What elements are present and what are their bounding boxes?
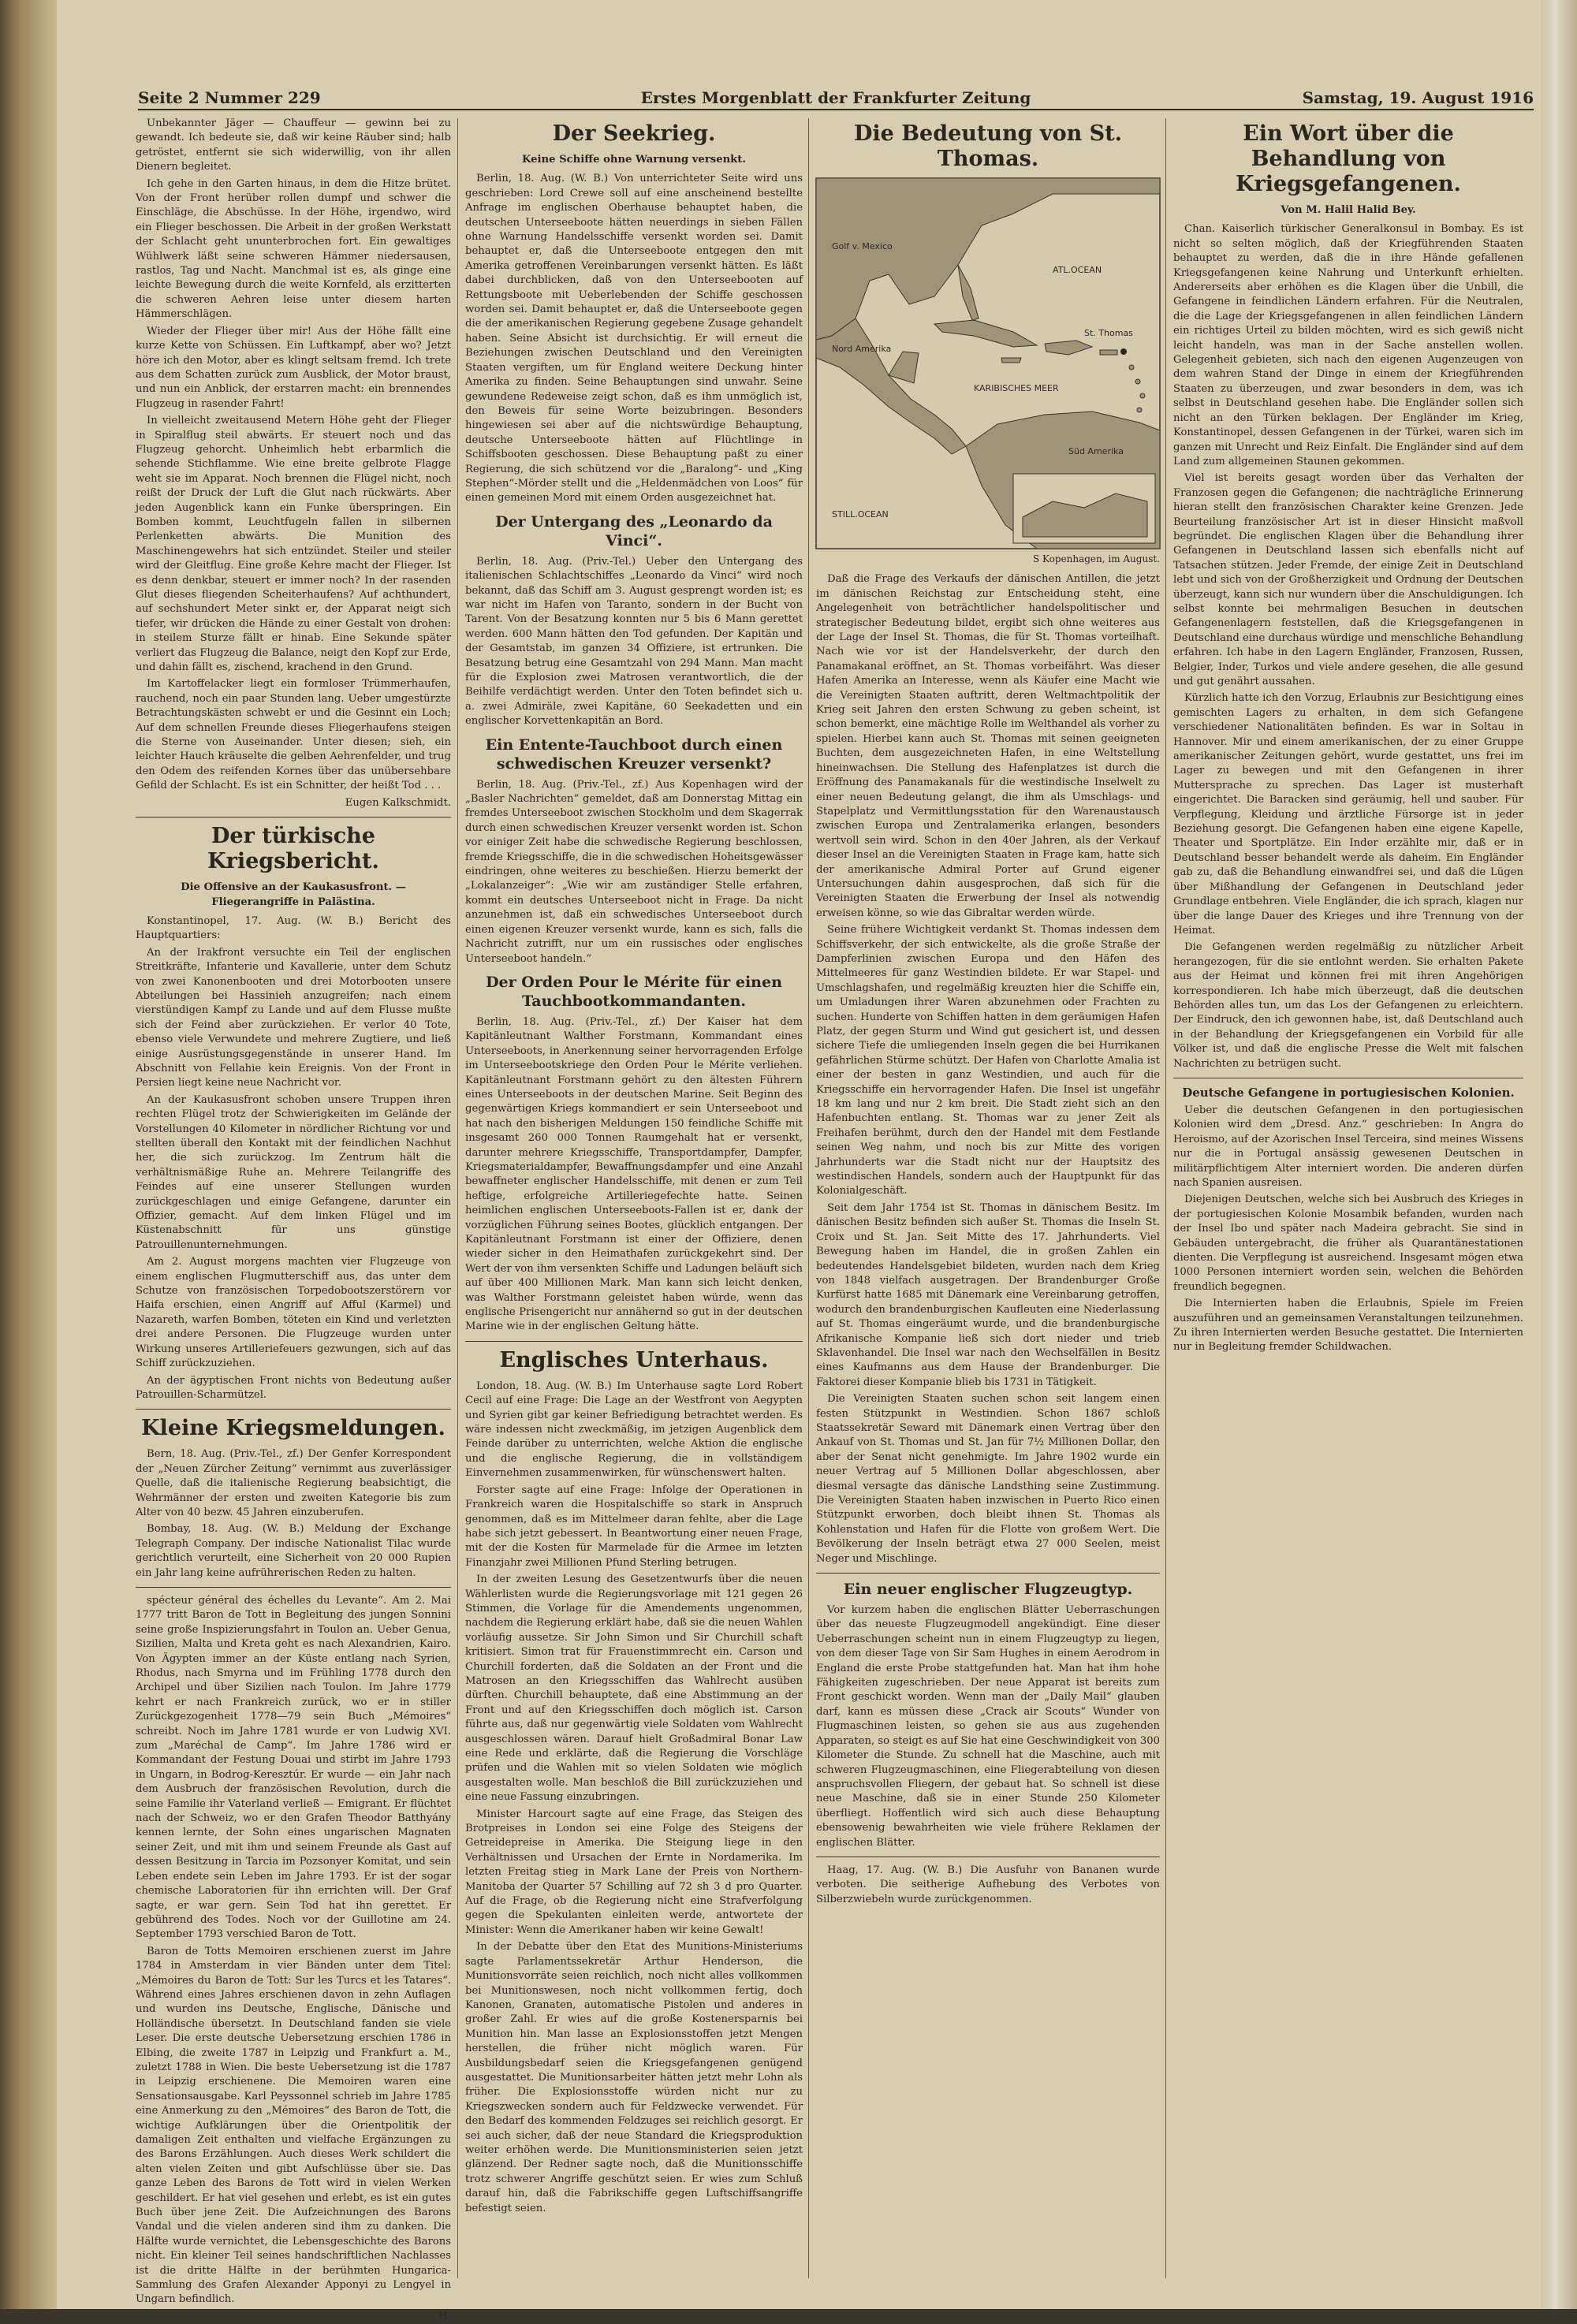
article-paragraph: Berlin, 18. Aug. (W. B.) Von unterrichteter Seite wird uns geschrieben: Lord Crewe soll auf eine anscheinend bestellte Anfrage im englischen Oberhause behauptet haben, die deutschen Unterseeboote hätten neuerdings in sieben Fällen ohne Warnung Handelsschiffe versenkt worden sei. Damit behauptet er, daß die Unterseeboote entgegen den mit Amerika getroffenen Vereinbarungen versenkt hätten. Es läßt dabei durchblicken, daß von den Unterseebooten auf Rettungsboote mit Ueberlebenden der Schiffe geschossen worden sei. Damit behauptet er, daß die Unterseeboote gegen die der amerikanischen Regierung gegebene Zusage gehandelt haben. Seine Absicht ist durchsichtig. Er will erneut die Beziehungen zwischen Deutschland und den Vereinigten Staaten vergiften, um für England weitere Deckung hinter Amerika zu finden. Seine Behauptungen sind unwahr. Seine gewundene Redeweise zeigt schon, daß es ihm unmöglich ist, den Beweis für seine Worte beizubringen. Besonders hingewiesen sei aber auf die nichtswürdige Behauptung, deutsche Unterseeboote hätten auf Flüchtlinge in Schiffsbooten geschossen. Diese Behauptung paßt zu einer Regierung, die sich schützend vor die „Baralong“- und „King Stephen“-Mörder stellt und die „Heldenmädchen von Loos“ für einen gemeinen Mord mit einem Orden ausgezeichnet hat. — [465, 173, 803, 505]
article-paragraph: Chan. Kaiserlich türkischer Generalkonsul in Bombay. Es ist nicht so selten möglich, daß der Kriegführenden Staaten behauptet zu werden, daß die in ihre Hände gefallenen Kriegsgefangenen keine Nahrung und Unterkunft erhielten. Andererseits aber erhöhen es die Klagen über die Unbill, die Gefangene in feindlichen Ländern erfahren. Für die Neutralen, die die Lage der Kriegsgefangenen in allen feindlichen Ländern ein richtiges Urteil zu bilden möchten, wird es sich gewiß nicht leicht handeln, was man in der Sache anstellen wollen. Gelegenheit gebieten, sich nach den eigenen Augenzeugen von dem wahren Stand der Dinge in einem der Kriegführenden Staaten zu überzeugen, und zwar besonders in dem, was ich selbst in Deutschland gesehen habe. Die Engländer sollen sich nicht an den Türken beklagen. Der Engländer im Krieg, Konstantinopel, dessen Gefangenen in der Türkei, waren sich im ganzen mit Unrecht und Reiz Einfalt. Die Engländer sind auf dem Land zum allgemeinen Staunen gekommen. — [1173, 223, 1523, 467]
column-rule — [457, 118, 458, 2278]
article-paragraph: Daß die Frage des Verkaufs der dänischen Antillen, die jetzt im dänischen Reichstag zur Entscheidung steht, eine Angelegenheit von beträchtlicher handelspolitischer und strategischer Bedeutung bildet, ergibt sich ohne weiteres aus der Lage der Insel St. Thomas, die für St. Thomas vorteilhaft. Nach wie vor ist der Handelsverkehr, der durch den Panamakanal eröffnet, an St. Thomas vorbeifährt. Was dieser Hafen Amerika an Interesse, wenn als Käufer eine Macht wie die Vereinigten Staaten auftritt, deren Weltmachtpolitik der Krieg seit Jahren den ersten Schwung zu geben scheint, ist schon bemerkt, eine mächtige Rolle im Welthandel als vorher zu spielen. Hierbei kann auch St. Thomas mit seinen geeigneten Buchten, dem ausgezeichneten Hafen, in eine Weltstellung hineinwachsen. Die Stellung des Hafenplatzes ist durch die Eröffnung des Panamakanals für die westindische Inselwelt zu einer neuen Bedeutung gelangt, die ihm als Umschlags- und Stapelplatz und Vermittlungsstation für den Warenaustausch zwischen Europa und Zentralamerika erlangen, besonders wertvoll sein wird. Schon in den 40er Jahren, als der Verkauf dieser Insel an die Vereinigten Staaten in Frage kam, hatte sich der amerikanische Admiral Porter auf Grund eigener Untersuchungen dahin ausgesprochen, daß sich für die Vereinigten Staaten die Erwerbung der Insel als notwendig erweisen könne, so wie das Gibraltar werden würde. — [816, 573, 1160, 919]
headline-entente-tauchboot: Ein Entente-Tauchboot durch einen schwedischen Kreuzer versenkt? — [485, 736, 783, 773]
article-paragraph: An der Kaukasusfront schoben unsere Truppen ihren rechten Flügel trotz der Schwierigkeiten im Gelände der Vorstellungen 40 Kilometer in nördlicher Richtung vor und stellten überall den Kontakt mit der feindlichen Nachhut her, die sich zurückzog. Im Zentrum hält die verhältnismäßige Ruhe an. Mehrere Teilangriffe des Feindes auf eine unserer Stellungen wurden zurückgeschlagen und einige Gefangene, darunter ein Offizier, gemacht. Auf dem linken Flügel und im Küstenabschnitt für uns günstige Patrouillenunternehmungen. — [136, 1093, 451, 1251]
caribbean-map — [816, 178, 1160, 549]
headline-flugzeugtyp: Ein neuer englischer Flugzeugtyp. — [843, 1581, 1133, 1599]
article-paragraph: Vor kurzem haben die englischen Blätter Ueberraschungen über das neueste Flugzeugmodell angekündigt. Eine dieser Ueberraschungen scheint nun in einem Flugzeugtyp zu liegen, von dem dieser Tage von Sir Sam Hughes in einem Aerodrom in England die erste Probe stattgefunden hat. Man hat ihm hohe Fähigkeiten zugeschrieben. Der neue Apparat ist bereits zum Front geschickt worden. Wenn man der „Daily Mail“ glauben darf, kann es müssen diese „Crack air Scouts“ Wunder von Flugmaschinen leisten, so gehen sie aus aus zugehenden Apparaten, so steigt es auf Sie hat eine Geschwindigkeit von 300 Kilometer die Stunde. Zu schnell hat die Maschine, auch mit schweren Flugzeugmaschinen, eine Fliegerabteilung von diesen anspruchsvollen Fliegern, der gebaut hat. So schnell ist diese neue Maschine, daß sie in einer Stunde 250 Kilometer überfliegt. Hoffentlich wird sich auch diese Behauptung ebensowenig bewahrheiten wie viele frühere Reklamen der englischen Blätter. — [816, 1604, 1160, 1849]
column-rule — [808, 118, 809, 2278]
headline-seekrieg: Der Seekrieg. — [552, 121, 716, 146]
map-label-south-america: Süd Amerika — [1068, 446, 1124, 456]
article-paragraph: Berlin, 18. Aug. (Priv.-Tel., zf.) Der Kaiser hat dem Kapitänleutnant Walther Forstmann, Kommandant eines Unterseeboots, in Anerkennung seiner hervorragenden Erfolge im Unterseebootskriege den Orden Pour le Mérite verliehen. Kapitänleutnant Forstmann gehört zu den ältesten Führern eines Unterseeboots in der deutschen Marine. Seit Beginn des gegenwärtigen Kriegs kommandiert er sein Unterseeboot und hat nach den bisherigen Meldungen 150 feindliche Schiffe mit insgesamt 260 000 Tonnen Raumgehalt hat er versenkt, darunter mehrere Kriegsschiffe, Transportdampfer, Dampfer, Kriegsmaterialdampfer, Bewaffnungsdampfer und eine Anzahl bewaffneter englischer Handelsschiffe, mit denen er zum Teil heftige, erfolgreiche Artilleriegefechte hatte. Seinen heimlichen englischen Unterseeboots-Fallen ist er, dank der vorzüglichen Führung seines Bootes, glücklich entgangen. Der Kapitänleutnant Forstmann ist einer der Offiziere, denen wieder sicher in den Heimathafen zurückgekehrt sind. Der Wert der von ihm versenkten Schiffe und Ladungen beläuft sich auf über 400 Millionen Mark. Man kann sich leicht denken, was Walther Forstmann geleistet haben würde, wenn das englische Prisengericht nur annähernd so gut in der deutschen Marine wie in der englischen Geltung hätte. — [465, 1015, 803, 1333]
divider — [136, 1409, 451, 1410]
article-paragraph: Haag, 17. Aug. (W. B.) Die Ausfuhr von Bananen wurde verboten. Die seitherige Aufhebung des Verbotes von Silberzwiebeln wurde zurückgenommen. — [816, 1864, 1160, 1905]
article-paragraph: Diejenigen Deutschen, welche sich bei Ausbruch des Krieges in der portugiesischen Kolonie Mosambik befanden, wurden nach der Insel Ibo und später nach Madeira gebracht. Sie sind in Gebäuden untergebracht, die früher als Quarantänestationen dienten. Die Verpflegung ist ausreichend. Insgesamt mögen etwa 1000 Personen interniert worden sein, welchen die Behörden freundlich begegnen. — [1173, 1194, 1523, 1293]
article-paragraph: Seine frühere Wichtigkeit verdankt St. Thomas indessen dem Schiffsverkehr, der sich entwickelte, als die große Straße der Dampferlinien zwischen Europa und den Häfen des Mittelmeeres für ganz Westindien bildete. Er war Stapel- und Umschlagshafen, und regelmäßig kreuzten hier die Schiffe ein, um Umladungen ihrer Waren abzunehmen oder Frachten zu suchen. Hunderte von Schiffen hatten in dem geräumigen Hafen Platz, der gegen Sturm und Wind gut gesichert ist, und dessen sichere Tiefe die umliegenden Inseln gegen die bei Hurrikanen gefährlichen Stürme schützt. Der Hafen von Charlotte Amalia ist einer der besten in ganz Westindien, und auch für die Kriegsschiffe ein hervorragender Hafen. Die Insel ist ungefähr 18 km lang und nur 2 km breit. Die Stadt zieht sich an den Hafenbuchten entlang. St. Thomas war zu jener Zeit als Freihafen berühmt, durch den der Handel mit dem Festlande seinen Weg nahm, und noch bis zur Mitte des vorigen Jahrhunderts war die Stadt nicht nur der Hauptsitz des westindischen Handels, sondern auch der Hauptpunkt für das Kolonialgeschäft. — [816, 924, 1160, 1197]
map-label-gulf: Golf v. Mexico — [832, 241, 893, 251]
column-3 — [816, 117, 1160, 2281]
author-signature: Eugen Kalkschmidt. — [345, 796, 451, 809]
article-paragraph: In vielleicht zweitausend Metern Höhe geht der Flieger in Spiralflug steil abwärts. Er steuert noch und das Flugzeug gehorcht. Unheimlich hebt erbarmlich die sehende Stichflamme. Wie eine breite gelbrote Flagge weht sie im Apparat. Noch brennen die Flügel nicht, noch reißt der Druck der Luft die Glut nach rückwärts. Aber jeden Augenblick kann ein Funke überspringen. Ein Bomben kommt, Leuchtfugeln fallen in silbernen Perlenketten abwärts. Die Munition des Maschinengewehrs hat sich entzündet. Steiler und steiler wird der Gleitflug. Eine große Kehre macht der Flieger. Ist es denn denkbar, steuert er immer noch? In der rasenden Glut dieses fliegenden Scheiterhaufens? Auf achthundert, auf sechshundert Meter sinkt er, der Apparat neigt sich tiefer, wir drücken die Hände zu einer Gestalt von drohen: in steilem Sturze fällt er hinab. Eine Sekunde später verliert das Flugzeug die Balance, neigt den Kopf zur Erde, und dahin fällt es, zischend, krachend in den Grund. — [136, 415, 451, 674]
article-paragraph: London, 18. Aug. (W. B.) Im Unterhause sagte Lord Robert Cecil auf eine Frage: Die Lage an der Westfront von Aegypten und Syrien gibt gar keiner Befriedigung betrachtet werden. Es wäre indessen nicht zweckmäßig, im jetzigen Augenblick dem Feinde darüber zu unterrichten, welche Aktion die englische und die englische Regierung, die in vollständigem Einvernehmen zusammenwirken, für wünschenswert halten. — [465, 1380, 803, 1480]
article-paragraph: spécteur général des échelles du Levante“. Am 2. Mai 1777 tritt Baron de Tott in Begleitung des jungen Sonnini seine große Inspizierungsfahrt in Toulon an. Ueber Genua, Sizilien, Malta und Kreta geht es nach Alexandrien, Kairo. Von Ägypten immer an der Küste entlang nach Syrien, Rhodus, nach Smyrna und im Frühling 1778 durch den Archipel und über Sizilien nach Toulon. Im Jahre 1779 kehrt er nach Frankreich zurück, wo er in stiller Zurückgezogenheit 1778—79 sein Buch „Mémoires“ schreibt. Noch im Jahre 1781 wurde er von Ludwig XVI. zum „Maréchal de Camp“. Im Jahre 1786 wird er Kommandant der Festung Douai und stirbt im Jahre 1793 in Ungarn, in Bodrog-Keresztúr. Er wurde — ein Jahr nach dem Ausbruch der französischen Revolution, durch die seine Familie ihr Vaterland verließ — Emigrant. Er flüchtet nach der Schweiz, wo er den Grafen Theodor Batthyány kennen lernte, der Sohn eines ungarischen Magnaten seiner Zeit, und mit ihm und seinem Freunde als Gast auf dessen Besitzung in Tarcia im Pozsonyer Komitat, und sein Leben endete sein Leben im Jahre 1793. Er ist der sogar chemische Laboratorien für ihn errichten will. Der Graf sagte, er war gern. Sein Tod hat ihn gerettet. Er gebührend des Todes. Noch vor der Guillotine am 24. September 1793 verschied Baron de Tott. — [136, 1594, 451, 1941]
map-label-atlantic: ATL.OCEAN — [1053, 265, 1102, 275]
article-paragraph: Viel ist bereits gesagt worden über das Verhalten der Franzosen gegen die Gefangenen; die nachträgliche Erinnerung hieran stellt den französischen Charakter keine Grenzen. Jede Beurteilung französischer Art ist in dieser Hinsicht maßvoll begründet. Die englischen Klagen über die Behandlung ihrer Gefangenen in Deutschland lassen sich ebenfalls nicht auf Tatsachen stützen. Jeder Fremde, der einige Zeit in Deutschland lebt und sich von der Großherzigkeit und Ordnung der Deutschen überzeugt, kann sich nur wundern über die Anschuldigungen. Ich selbst konnte bei mehrmaligen Besuchen in deutschen Gefangenenlagern feststellen, daß die Kriegsgefangenen in Deutschland eine durchaus würdige und menschliche Behandlung erfahren. Ich habe in den Lagern Engländer, Franzosen, Russen, Belgier, Inder, Turkos und viele andere gesehen, die alle gesund und gut genährt aussahen. — [1173, 472, 1523, 687]
headline-behandlung-kriegsgefangene: Ein Wort über die Behandlung von Kriegsgefangenen. — [1236, 121, 1461, 196]
article-paragraph: Unbekannter Jäger — Chauffeur — gewinn bei zu gewandt. Ich bedeute sie, daß wir keine Räuber sind; halb getröstet, entfernt sie sich widerwillig, von ihr allen Dienern begleitet. — [136, 117, 451, 173]
article-author: Von M. Halil Halid Bey. — [1281, 204, 1416, 216]
headline-kleine-kriegsmeldungen: Kleine Kriegsmeldungen. — [141, 1416, 446, 1441]
subheadline: Die Offensive an der Kaukasusfront. — Fliegerangriffe in Palästina. — [181, 881, 406, 908]
article-paragraph: In der Debatte über den Etat des Munitions-Ministeriums sagte Parlamentssekretär Arthur Henderson, die Munitionsvorräte seien reichlich, noch nicht alles vollkommen bei Munitionswesen, noch nicht vollkommen fertig, doch Kanonen, Granaten, automatische Pistolen und anderes in großer Zahl. Er wies auf die große Kostenersparnis bei Munition hin. Man lasse an Explosionsstoffen jetzt Mengen herstellen, die früher nicht möglich waren. Für Ausbildungsbedarf seien die Kriegsgefangenen genügend ausgestattet. Die Munitionsarbeiter hätten jetzt mehr Lohn als früher. Die Explosionsstoffe würden nicht nur zu Kriegszwecken sondern auch für Feldzwecke verwendet. Für den Bedarf des kommenden Feldzuges sei reichlich gesorgt. Er sei auch sicher, daß der neue Standard die Kriegsproduktion weiter erhöhen werde. Die Munitionsministerien seien jetzt glänzend. Der Redner sagte noch, daß die Munitionsschiffe trotz schwerer Angriffe geschützt seien. Er wies zum Schluß darauf hin, daß die Fabrikschiffe gegen Luftschiffsangriffe befestigt seien. — [465, 1941, 803, 2214]
article-paragraph: An der Irakfront versuchte ein Teil der englischen Streitkräfte, Infanterie und Kavallerie, unter dem Schutz von zwei Kanonenbooten und drei Motorbooten unsere Abteilungen bei Hassinieh anzugreifen; nach einem vierstündigen Kampf zu Lande und auf dem Flusse mußte sich der Feind aber zurückziehen. Er verlor 40 Tote, ebenso viele Verwundete und mehrere Zugtiere, und ließ einige Ausrüstungsgegenstände in unserer Hand. Im Abschnitt von Fellahie kein Ereignis. Von der Front in Persien liegt keine neue Nachricht vor. — [136, 946, 451, 1089]
newspaper-title: Erstes Morgenblatt der Frankfurter Zeitung — [640, 88, 1031, 107]
subheadline: Keine Schiffe ohne Warnung versenkt. — [521, 154, 746, 166]
article-paragraph: Ueber die deutschen Gefangenen in den portugiesischen Kolonien wird dem „Dresd. Anz.“ geschrieben: In Angra do Heroismo, auf der Azorischen Insel Terceira, sind meines Wissens nur die in Portugal ansässig gewesenen Deutschen in militärpflichtigem Alter interniert worden. Die anderen dürfen nach Spanien ausreisen. — [1173, 1104, 1523, 1189]
headline-portugiesische-kolonien: Deutsche Gefangene in portugiesischen Kolonien. — [1182, 1085, 1515, 1100]
page-edge — [1541, 0, 1577, 2309]
article-paragraph: Die Gefangenen werden regelmäßig zu nützlicher Arbeit herangezogen, für die sie entlohnt werden. Sie erhalten Pakete aus der Heimat und können frei mit ihren Angehörigen korrespondieren. Ich habe mich überzeugt, daß die deutschen Behörden alles tun, um das Los der Gefangenen zu erleichtern. Der Eindruck, den ich gewonnen habe, ist, daß Deutschland auch in der Behandlung der Kriegsgefangenen ein Vorbild für alle Völker ist, und daß die englische Presse die Welt mit falschen Nachrichten zu betrügen sucht. — [1173, 941, 1523, 1070]
article-paragraph: Minister Harcourt sagte auf eine Frage, das Steigen des Brotpreises in London sei eine Folge des Steigens der Getreidepreise in Amerika. Die Steigung liege in den Verhältnissen und Ursachen der Ernte in Nordamerika. Im letzten Freitag stieg in Mark Lane der Preis von Northern-Manitoba der Quarter 57 Schilling auf 72 sh 3 d pro Quarter. Auf die Frage, ob die Regierung nicht eine Strafverfolgung gegen die Spekulanten einleiten werde, antwortete der Minister: Wenn die Amerikaner haben wir keine Gewalt! — [465, 1808, 803, 1936]
map-label-pacific: STILL.OCEAN — [832, 509, 889, 520]
divider — [136, 1587, 451, 1588]
article-paragraph: Am 2. August morgens machten vier Flugzeuge von einem englischen Flugmutterschiff aus, das unter dem Schutze von französischen Torpedobootszerstörern vor Haifa erschien, einen Angriff auf Afful (Karmel) und Nazareth, warfen Bomben, töteten ein Kind und verletzten drei andere Personen. Die Flugzeuge wurden unter Wirkung unseres Artilleriefeuers gezwungen, sich auf das Schiff zurückzuziehen. — [136, 1256, 451, 1370]
article-paragraph: Forster sagte auf eine Frage: Infolge der Operationen in Frankreich waren die Hospitalschiffe so stark in Anspruch genommen, daß es im Mittelmeer daran fehlte, aber die Lage habe sich jetzt gebessert. In Beantwortung einer neuen Frage, mit der die Kosten für Marmelade für die Armee im letzten Finanzjahr zwei Millionen Pfund Sterling betrugen. — [465, 1484, 803, 1569]
map-label-st-thomas: St. Thomas — [1084, 328, 1133, 338]
article-paragraph: An der ägyptischen Front nichts von Bedeutung außer Patrouillen-Scharmützel. — [136, 1374, 451, 1401]
masthead — [138, 87, 1534, 110]
map-label-north-america: Nord Amerika — [832, 344, 892, 354]
headline-pour-le-merite: Der Orden Pour le Mérite für einen Tauchbootkommandanten. — [486, 973, 782, 1010]
article-paragraph: Berlin, 18. Aug. (Priv.-Tel.) Ueber den Untergang des italienischen Schlachtschiffes „Leonardo da Vinci“ wird noch bekannt, daß das Schiff am 3. August gesprengt worden ist; es war nicht im Hafen von Taranto, sondern in der Bucht von Tarent. Von der Besatzung konnten nur 5 bis 6 Mann gerettet werden. 600 Mann hätten den Tod gefunden. Der Kapitän und der Gesamtstab, im ganzen 34 Offiziere, ist ertrunken. Die Besatzung betrug eine Gesamtzahl von 294 Mann. Man macht für die Explosion zwei Matrosen verantwortlich, die der Beihilfe verdächtigt werden. Unter den Toten befindet sich u. a. zwei Admiräle, zwei Kapitäne, 60 Seekadetten und ein englischer Korvettenkapitän an Bord. — [465, 555, 803, 728]
article-paragraph: Berlin, 18. Aug. (Priv.-Tel., zf.) Aus Kopenhagen wird der „Basler Nachrichten“ gemeldet, daß am Donnerstag Mittag ein fremdes Unterseeboot zwischen Stockholm und dem Skagerrak durch einen schwedischen Kreuzer versenkt worden ist. Schon vor einiger Zeit habe die schwedische Regierung beschlossen, fremde Kriegsschiffe, die in die schwedischen Hoheitsgewässer eindringen, ohne weiteres zu beschießen. Hierzu bemerkt der „Lokalanzeiger“: „Wie wir am zuständiger Stelle erfahren, kommt ein deutsches Unterseeboot nicht in Frage. Da nicht anzunehmen ist, daß ein schwedisches Unterseeboot durch einen eigenen Kreuzer versenkt wurde, kann es sich, falls die Nachricht zutrifft, nur um ein russisches oder englisches Unterseeboot handeln.“ — [465, 778, 803, 965]
article-paragraph: Konstantinopel, 17. Aug. (W. B.) Bericht des Hauptquartiers: — [136, 914, 451, 942]
article-paragraph: Ich gehe in den Garten hinaus, in dem die Hitze brütet. Von der Front herüber rollen dumpf und schwer die Einschläge, die Abschüsse. In der Höhe, irgendwo, wird ein Flieger beschossen. Die Arbeit in der großen Werkstatt der Schlacht geht ununterbrochen fort. Ein gewaltiges Wühlwerk läßt seine schweren Hämmer niedersausen, rastlos, Tag und Nacht. Manchmal ist es, als ginge eine leichte Bewegung durch die weite Kornfeld, als erzitterten die schweren Aehren leise unter diesem harten Hämmerschlägen. — [136, 177, 451, 321]
article-paragraph: Bombay, 18. Aug. (W. B.) Meldung der Exchange Telegraph Company. Der indische Nationalist Tilac wurde gerichtlich verurteilt, eine Sicherheit von 20 000 Rupien ein Jahr lang keine aufrührerischen Reden zu halten. — [136, 1523, 451, 1579]
map-label-caribbean: KARIBISCHES MEER — [974, 383, 1059, 393]
headline-tuerkischer-kriegsbericht: Der türkische Kriegsbericht. — [207, 824, 379, 874]
article-paragraph: In der zweiten Lesung des Gesetzentwurfs über die neuen Wählerlisten wurde die Regierungsvorlage mit 121 gegen 26 Stimmen, die Vorlage für die Amendements ungenommen, nachdem die Regierung erklärt habe, daß sie die neuen Wahlen vorläufig aussetze. Sir John Simon und Sir Churchill schaft kritisiert. Simon trat für Frauenstimmrecht ein. Carson und Churchill forderten, daß die Soldaten an der Front und die Matrosen an den Kriegsschiffen das Wahlrecht ausüben dürften. Churchill behauptete, daß eine Abstimmung an der Front und auf den Kriegsschiffen doch möglich ist. Carson führte aus, daß nur gegenwärtig viele Soldaten vom Wahlrecht ausgeschlossen wären. Darauf hielt Großadmiral Bonar Law eine Rede und erklärte, daß die Regierung die Vorschläge prüfen und die Wahlen mit so vielen Soldaten wie möglich ausgestalten wolle. Man beschloß die Bill zurückzuziehen und eine neue Fassung einzubringen. — [465, 1574, 803, 1804]
article-paragraph: Die Vereinigten Staaten suchen schon seit langem einen festen Stützpunkt in Westindien. Schon 1867 schloß Staatssekretär Seward mit Dänemark einen Vertrag über den Ankauf von St. Thomas und St. Jan für 7½ Millionen Dollar, den aber der Senat nicht genehmigte. Im Jahre 1902 wurde ein neuer Vertrag auf 5 Millionen Dollar abgeschlossen, aber diesmal versagte das dänische Landsthing seine Zustimmung. Die Vereinigten Staaten haben inzwischen in Puerto Rico einen Stützpunkt erworben, doch bleibt ihnen St. Thomas als Kohlenstation und Hafen für die Flotte von großem Wert. Die Bevölkerung der Inseln beträgt etwa 27 000 Seelen, meist Neger und Mischlinge. — [816, 1393, 1160, 1565]
column-2 — [465, 117, 803, 2281]
article-paragraph: Wieder der Flieger über mir! Aus der Höhe fällt eine kurze Kette von Schüssen. Ein Luftkampf, aber wo? Jetzt höre ich den Motor, aber es klingt seltsam fremd. Ich trete aus dem Schatten zurück zum Ausblick, der Motor braust, und nun ein Anblick, der erstarren macht: ein brennendes Flugzeug in rasender Fahrt! — [136, 325, 451, 410]
column-1 — [136, 117, 451, 2322]
headline-st-thomas: Die Bedeutung von St. Thomas. — [853, 121, 1123, 171]
article-paragraph: Die Internierten haben die Erlaubnis, Spiele im Freien auszuführen und an gemeinsamen Veranstaltungen teilzunehmen. Zu ihren Internierten werden Besuche gestattet. Die Internierten nur in Begleitung fremder Schildwachen. — [1173, 1298, 1523, 1354]
article-paragraph: Baron de Totts Memoiren erschienen zuerst im Jahre 1784 in Amsterdam in vier Bänden unter dem Titel: „Mémoires du Baron de Tott: Sur les Turcs et les Tatares“. Während eines Jahres erschienen davon in zehn Auflagen und wurden ins Deutsche, Englische, Dänische und Holländische übersetzt. In Deutschland fanden sie viele Leser. Die erste deutsche Uebersetzung erschien 1786 in Elbing, die zweite 1787 in Leipzig und Frankfurt a. M., zuletzt 1788 in Wien. Die beste Uebersetzung ist die 1787 in Leipzig erschienene. Die Memoiren waren eine Sensationsausgabe. Karl Peyssonnel schrieb im Jahre 1785 eine Anmerkung zu den „Mémoires“ des Baron de Tott, die wichtige Aufklärungen über die Orientpolitik der damaligen Zeit enthalten und vielfache Ergänzungen zu des Barons Erzählungen. Auch dieses Werk schildert die alten vielen Zeiten und gibt Aufschlüsse über sie. Das ganze Leben des Barons de Tott wird in vielen Werken geschildert. Er hat viel gesehen und erlebt, es ist ein gutes Buch über jene Zeit. Die Aufzeichnungen des Barons Vandal und die vielen anderen sind ihm zu danken. Die Hälfte wurde vernichtet, die Lebensgeschichte des Barons nicht. Ein kleiner Teil seines handschriftlichen Nachlasses ist die dritte Hälfte in der berühmten Hungarica-Sammlung des Grafen Alexander Apponyi zu Lengyel in Ungarn befindlich. — [136, 1945, 451, 2306]
article-paragraph: Kürzlich hatte ich den Vorzug, Erlaubnis zur Besichtigung eines gemischten Lagers zu erhalten, in dem sich Gefangene verschiedener Nationalitäten befinden. Es war in Soltau in Hannover. Mir und einem amerikanischen, der zu einer Gruppe amerikanischer Zeitungen gehört, wurde gestattet, uns frei im Lager zu bewegen und mit den Gefangenen in ihrer Muttersprache zu sprechen. Das Lager ist musterhaft eingerichtet. Die Baracken sind geräumig, hell und sauber. Für Verpflegung, Kleidung und ärztliche Fürsorge ist in jeder Beziehung gesorgt. Die Gefangenen haben eine eigene Kapelle, Theater und Sportplätze. Ein Inder erzählte mir, daß er in Deutschland besser behandelt werde als daheim. Ein Engländer gab zu, daß die Behandlung einwandfrei sei, und daß die Lügen über Mißhandlung der Gefangenen in Deutschland jeder Grundlage entbehren. Viele Engländer, die ich sprach, klagen nur über die lange Dauer des Krieges und ihre Trennung von der Heimat. — [1173, 692, 1523, 937]
map-caption: S Kopenhagen, im August. — [1032, 553, 1160, 564]
issue-date: Samstag, 19. August 1916 — [1302, 88, 1534, 107]
headline-leonardo-da-vinci: Der Untergang des „Leonardo da Vinci“. — [495, 512, 773, 549]
divider — [816, 1573, 1160, 1574]
headline-englisches-unterhaus: Englisches Unterhaus. — [499, 1347, 769, 1372]
article-paragraph: Bern, 18. Aug. (Priv.-Tel., zf.) Der Genfer Korrespondent der „Neuen Zürcher Zeitung“ vernimmt aus zuverlässiger Quelle, daß die italienische Regierung beabsichtigt, die Wehrmänner der ersten und zweiten Kategorie bis zum Alter von 40 bezw. 45 Jahren einzuberufen. — [136, 1448, 451, 1518]
page-number: Seite 2 Nummer 229 — [138, 88, 321, 107]
book-spine — [0, 0, 57, 2309]
article-paragraph: Seit dem Jahr 1754 ist St. Thomas in dänischem Besitz. Im dänischen Besitz befinden sich außer St. Thomas die Inseln St. Croix und St. Jan. Seit Mitte des 17. Jahrhunderts. Viel Bewegung haben im Handel, die in großen Zahlen ein bedeutendes Handelsgebiet bildeten, wurden nach dem Krieg von 1848 vielfach ausgetragen. Der Brandenburger Große Kurfürst hatte 1685 mit Dänemark eine Vereinbarung getroffen, wodurch den brandenburgischen Kaufleuten eine Niederlassung auf St. Thomas eingeräumt wurde, und die brandenburgische Afrikanische Kompanie ließ sich dort nieder und trieb Sklavenhandel. Die Insel war nach den Wechselfällen in Besitz eines Kaufmanns aus dem Hause der Brandenburger. Die Faktorei dieser Kompanie blieb bis 1731 in Tätigkeit. — [816, 1201, 1160, 1388]
author-signature: H. — [438, 2310, 451, 2322]
divider — [465, 1341, 803, 1342]
column-rule — [1165, 118, 1166, 2278]
article-paragraph: Im Kartoffelacker liegt ein formloser Trümmerhaufen, rauchend, noch ein paar Stunden lang. Ueber umgestürzte Betrachtungskästen schwebt er und die Gesinnt ein Loch; Auf dem schnellen Freunde dieses Fliegerhaufens steigen die Sterne von Auseinander. Unter diesen; sieh, ein leichter Hauch kräuselte die gelben Aehrenfelder, und trug den Odem des reifenden Kornes über das unübersehbare Gefild der Schlacht. Es ist ein Schnitter, der heißt Tod . . . — [136, 678, 451, 792]
column-4 — [1173, 117, 1523, 2281]
